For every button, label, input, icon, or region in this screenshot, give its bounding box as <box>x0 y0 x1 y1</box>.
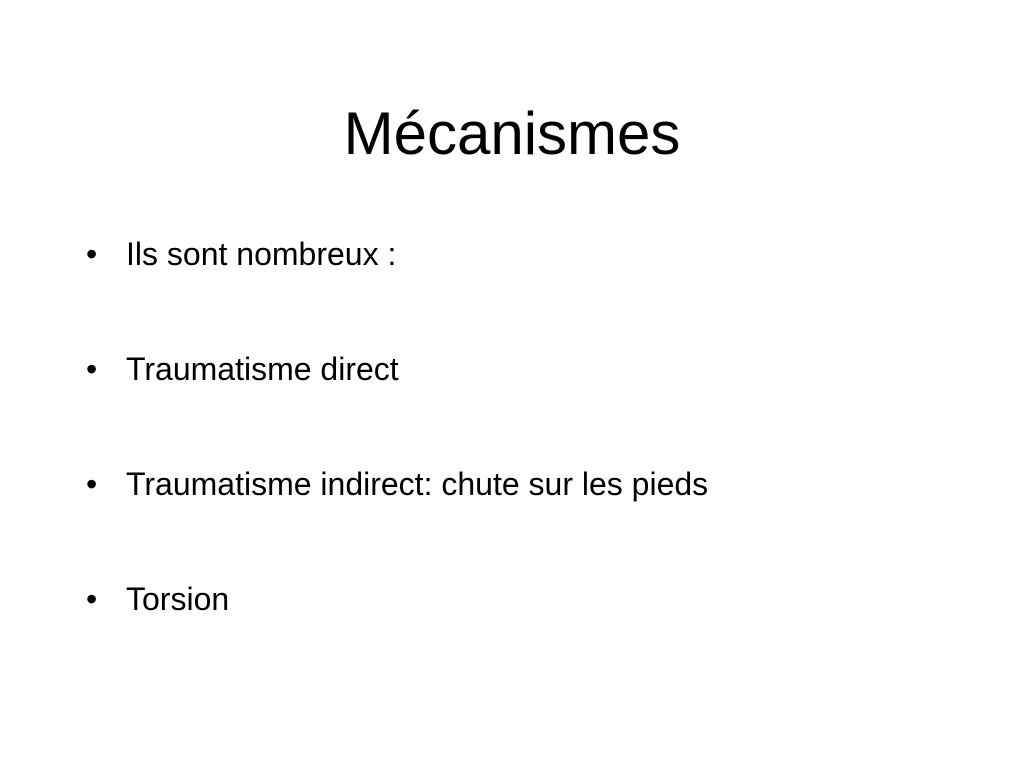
bullet-icon: • <box>86 351 98 387</box>
slide-title: Mécanismes <box>343 100 681 167</box>
bullet-text: Ils sont nombreux : <box>126 236 397 272</box>
bullet-icon: • <box>86 236 98 272</box>
bullet-icon: • <box>86 581 98 617</box>
bullet-text: Traumatisme direct <box>126 351 399 387</box>
bullet-icon: • <box>86 466 98 502</box>
bullet-text: Torsion <box>126 581 230 617</box>
bullet-text: Traumatisme indirect: chute sur les pieds <box>126 466 709 502</box>
